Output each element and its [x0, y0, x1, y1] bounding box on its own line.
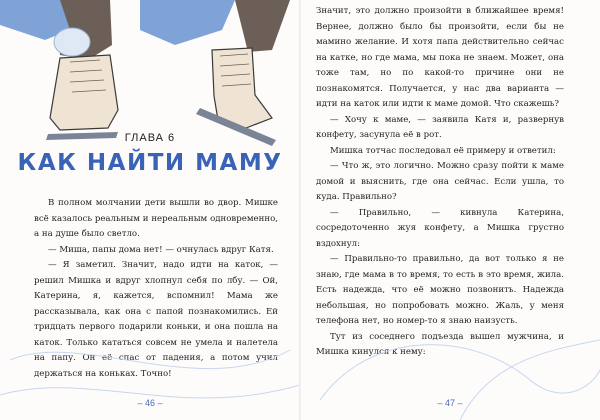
chapter-title: КАК НАЙТИ МАМУ: [17, 150, 283, 176]
right-page: [300, 0, 600, 420]
paragraph: — Я заметил. Значит, надо идти на каток, — решил Мишка и вдруг хлопнул себя по лбу. — Ой, Катерина, я, кажется, вспомнил! Мама же рассказывала, как она с папой познакомились. Ей тридцать первого подарили коньки, и она пошла на каток. Только кататься совсем не умела и налетела на папу. Он её спас от падения, а потом учил держаться на коньках. Точно!: [34, 260, 278, 379]
paragraph: — Правильно, — кивнула Катерина, сосредоточенно жуя конфету, а Мишка грустно вздохнул:: [316, 207, 564, 249]
paragraph: — Что ж, это логично. Можно сразу пойти к маме домой и выяснить, где она сейчас. Если ушла, то куда. Правильно?: [316, 161, 564, 202]
paragraph: В полном молчании дети вышли во двор. Мишке всё казалось реальным и нереальным одновременно, а на душе было светло.: [34, 198, 278, 239]
right-page-text: [316, 4, 564, 361]
page-number: – 46 –: [137, 398, 163, 408]
paragraph: — Хочу к маме, — заявила Катя и, развернув конфету, засунула её в рот.: [316, 114, 564, 140]
paragraph: Мишка тотчас последовал её примеру и ответил:: [330, 145, 556, 156]
paragraph: Значит, это должно произойти в ближайшее время! Вернее, должно было бы произойти, если бы не мамино желание. И хотя папа действительно сейчас на катке, но где мама, мы пока не знаем. Может, она тоже там, но по какой-то причине они не познакомятся. Получается, у нас два варианта — идти на каток или идти к маме домой. Что скажешь?: [316, 6, 564, 109]
page-number: – 47 –: [437, 398, 463, 408]
paragraph: Тут из соседнего подъезда вышел мужчина, и Мишка кинулся к нему:: [316, 331, 564, 357]
paragraph: — Правильно-то правильно, да вот только я не знаю, где мама в то время, то есть в это время, жила. Есть надежда, что её можно позвонить. Надежда небольшая, но попробовать можно. Жаль, у меня телефона нет, но номер-то я знаю наизусть.: [316, 254, 564, 326]
paragraph: — Миша, папы дома нет! — очнулась вдруг Катя.: [48, 244, 274, 255]
chapter-label: ГЛАВА 6: [124, 132, 176, 144]
left-page-text: [34, 196, 278, 382]
